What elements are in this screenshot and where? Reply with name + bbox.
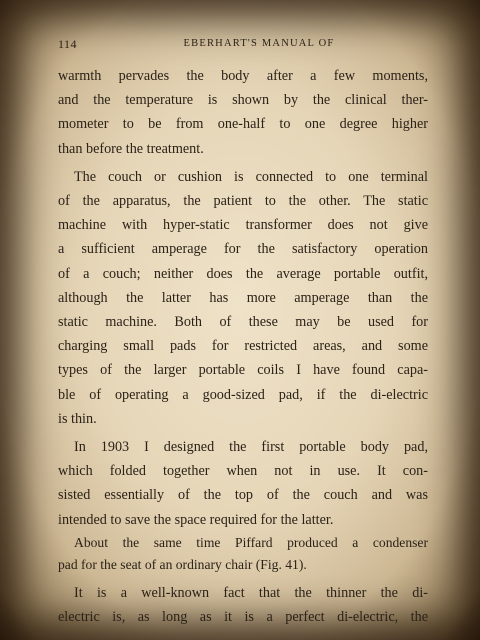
text-line: sisted essentially of the top of the couch and was [58,487,428,504]
text-line: types of the larger portable coils I have found capa- [58,362,428,379]
paragraph [58,165,428,431]
text-line: About the same time Piffard produced a condenser [74,534,428,550]
text-line: of a couch; neither does the average portable outfit, [58,265,428,282]
text-line: The couch or cushion is connected to one terminal [74,168,428,185]
paragraph [58,435,428,532]
body-text [58,64,428,629]
text-line: which folded together when not in use. It con- [58,463,428,480]
text-line: is thin. [58,410,97,427]
text-line: static machine. Both of these may be used for [58,314,428,331]
text-line: warmth pervades the body after a few moments, [58,68,428,84]
text-line: charging small pads for restricted areas, and some [58,338,428,355]
text-line: It is a well-known fact that the thinner the di- [74,584,428,601]
text-line: electric is, as long as it is a perfect di-electric, the [58,609,428,626]
text-line: than before the treatment. [58,140,204,157]
text-line: although the latter has more amperage than the [58,289,428,306]
paragraph [58,64,428,161]
text-line: pad for the seat of an ordinary chair (Fig. 41). [58,557,307,573]
text-line: ble of operating a good-sized pad, if the di-electric [58,386,428,403]
text-line: a sufficient amperage for the satisfactory operation [58,241,428,258]
text-line: machine with hyper-static transformer does not give [58,217,428,234]
page-header [58,37,420,53]
text-line: In 1903 I designed the first portable body pad, [74,439,428,456]
text-line: intended to save the space required for the latter. [58,511,334,528]
paragraph [58,581,428,629]
page-number: 114 [58,37,78,51]
text-line: mometer to be from one-half to one degree higher [58,116,428,133]
text-line: and the temperature is shown by the clinical ther- [58,92,428,109]
paragraph [58,532,428,577]
running-head: EBERHART'S MANUAL OF [183,38,335,49]
text-line: of the apparatus, the patient to the other. The static [58,193,428,210]
